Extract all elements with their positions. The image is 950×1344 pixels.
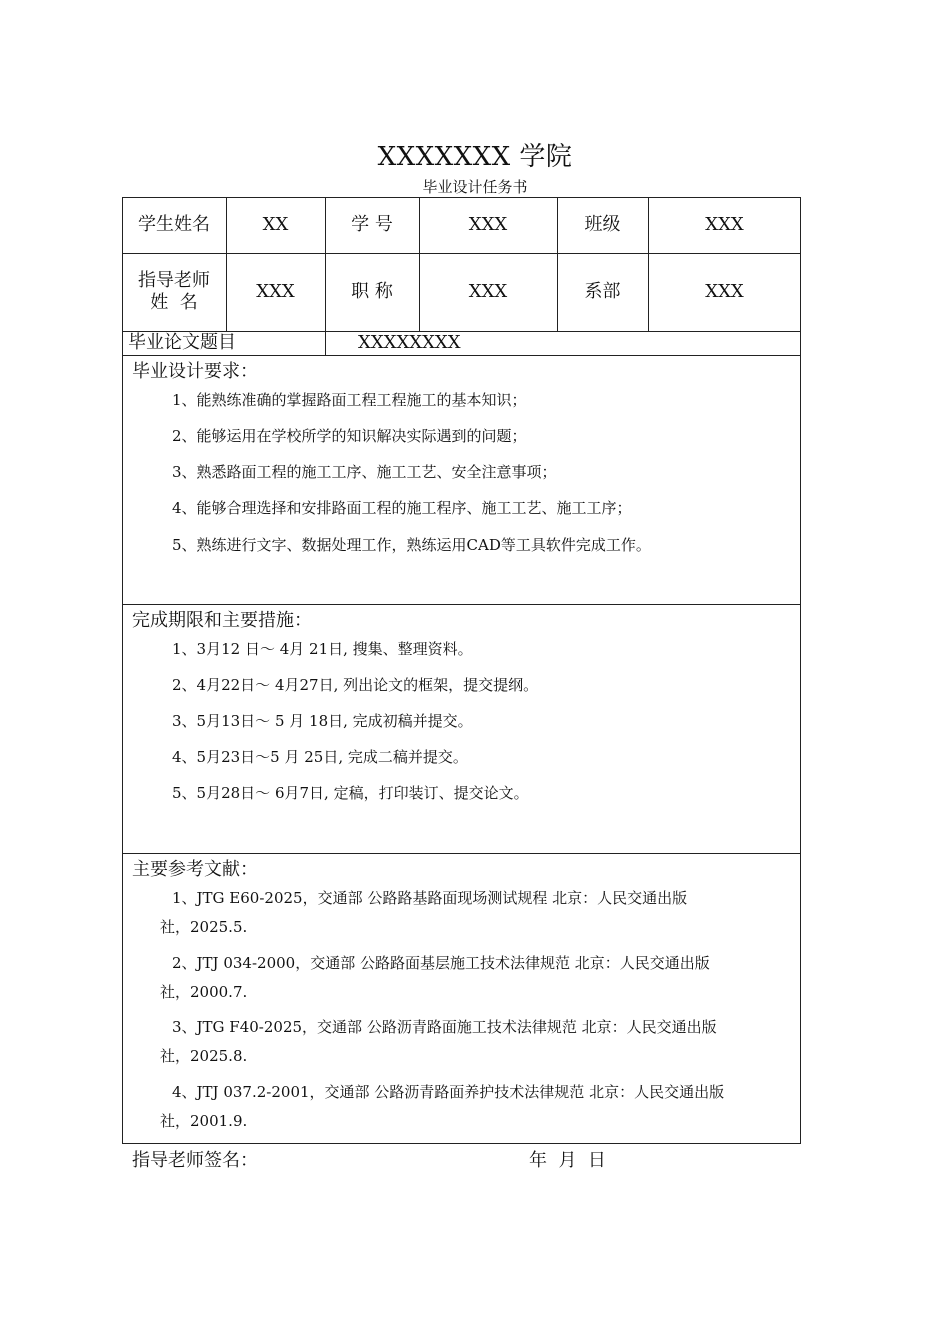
section-divider bbox=[122, 604, 801, 605]
reference-item-continuation: 社，2025.8. bbox=[160, 1047, 248, 1065]
requirement-item: 2、能够运用在学校所学的知识解决实际遇到的问题； bbox=[172, 427, 527, 445]
department-value: XXX bbox=[705, 281, 744, 302]
schedule-heading: 完成期限和主要措施： bbox=[132, 610, 312, 631]
schedule-item: 5、5月28日～ 6月7日, 定稿，打印装订、提交论文。 bbox=[172, 784, 529, 802]
reference-item-continuation: 社，2000.7. bbox=[160, 983, 248, 1001]
advisor-name-label bbox=[122, 253, 226, 331]
advisor-label-line1: 指导老师 bbox=[138, 270, 210, 291]
reference-item: 1、JTG E60-2025，交通部 公路路基路面现场测试规程 北京：人民交通出版 bbox=[172, 889, 688, 907]
references-heading: 主要参考文献： bbox=[132, 859, 258, 880]
thesis-topic-value: XXXXXXXX bbox=[358, 332, 461, 353]
student-id-label: 学 号 bbox=[351, 214, 393, 235]
reference-item-continuation: 社，2025.5. bbox=[160, 918, 248, 936]
reference-item-continuation: 社，2001.9. bbox=[160, 1112, 248, 1130]
schedule-item: 2、4月22日～ 4月27日, 列出论文的框架，提交提纲。 bbox=[172, 676, 539, 694]
student-name-value: XX bbox=[262, 214, 289, 235]
requirement-item: 3、熟悉路面工程的施工工序、施工工艺、安全注意事项； bbox=[172, 463, 557, 481]
document-subtitle: 毕业设计任务书 bbox=[422, 178, 528, 196]
requirements-heading: 毕业设计要求： bbox=[132, 361, 258, 382]
job-title-value: XXX bbox=[468, 281, 508, 302]
schedule-item: 3、5月13日～ 5 月 18日, 完成初稿并提交。 bbox=[172, 712, 473, 730]
schedule-item: 4、5月23日～5 月 25日, 完成二稿并提交。 bbox=[172, 748, 468, 766]
schedule-item: 1、3月12 日～ 4月 21日, 搜集、整理资料。 bbox=[172, 640, 473, 658]
requirement-item: 4、能够合理选择和安排路面工程的施工程序、施工工艺、施工工序； bbox=[172, 499, 632, 517]
school-title: XXXXXXX 学院 bbox=[377, 142, 573, 172]
advisor-signature-label: 指导老师签名： bbox=[132, 1150, 258, 1171]
thesis-topic-label: 毕业论文题目 bbox=[128, 332, 236, 353]
reference-item: 4、JTJ 037.2-2001，交通部 公路沥青路面养护技术法律规范 北京：人民交通出版 bbox=[172, 1083, 725, 1101]
job-title-label: 职 称 bbox=[351, 281, 393, 302]
advisor-label-line2: 姓 名 bbox=[150, 292, 198, 313]
student-id-value: XXX bbox=[468, 214, 508, 235]
reference-item: 2、JTJ 034-2000，交通部 公路路面基层施工技术法律规范 北京：人民交通出版 bbox=[172, 954, 710, 972]
section-divider bbox=[122, 853, 801, 854]
reference-item: 3、JTG F40-2025，交通部 公路沥青路面施工技术法律规范 北京：人民交通出版 bbox=[172, 1018, 717, 1036]
advisor-name-value: XXX bbox=[256, 281, 295, 302]
requirement-item: 5、熟练进行文字、数据处理工作，熟练运用CAD等工具软件完成工作。 bbox=[172, 536, 651, 554]
signature-date-label: 年 月 日 bbox=[529, 1150, 606, 1171]
student-name-label: 学生姓名 bbox=[138, 214, 210, 235]
department-label: 系部 bbox=[584, 281, 621, 302]
row-divider bbox=[122, 355, 801, 356]
class-label: 班级 bbox=[584, 214, 621, 235]
requirement-item: 1、能熟练准确的掌握路面工程工程施工的基本知识； bbox=[172, 391, 527, 409]
class-value: XXX bbox=[705, 214, 744, 235]
